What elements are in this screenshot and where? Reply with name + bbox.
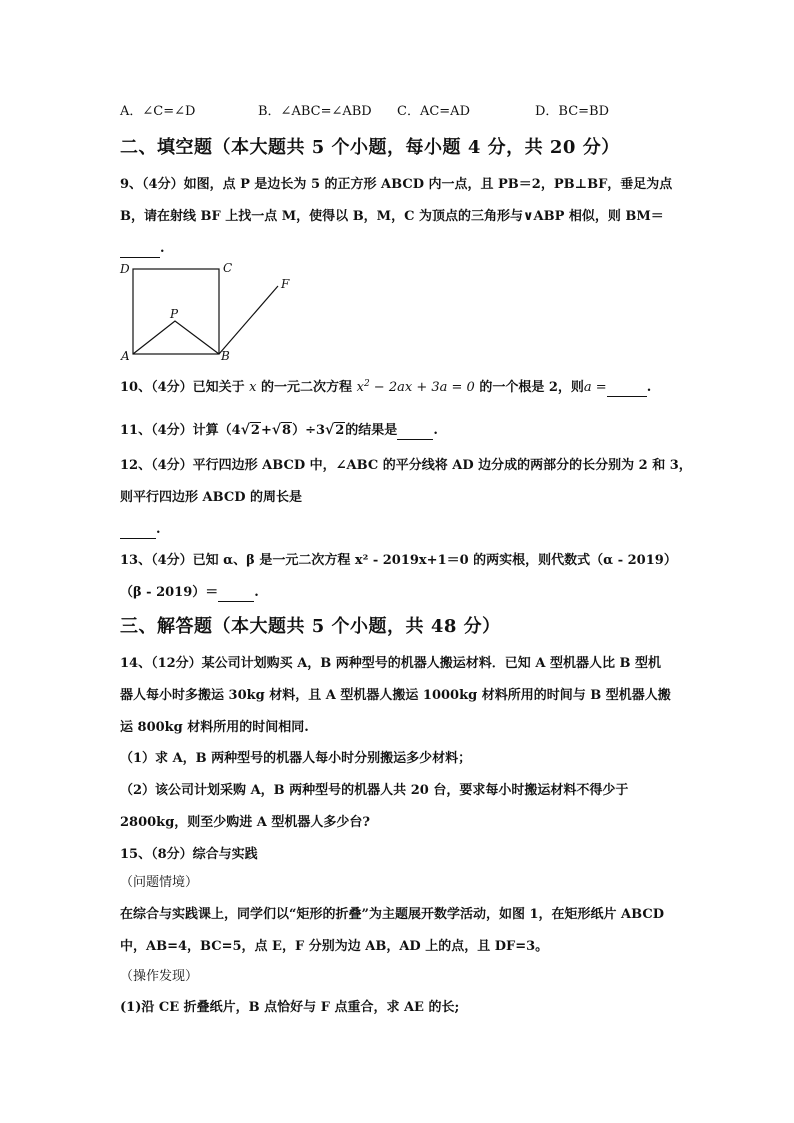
q12-line-1: 12、（4分）平行四边形 ABCD 中，∠ABC 的平分线将 AD 边分成的两部分的长分别为 2 和 3， [120,458,692,473]
q15-title: 15、（8分）综合与实践 [120,847,258,862]
q12-answer-blank [120,526,156,539]
q12-end: . [156,522,161,537]
q10-equation [357,380,475,395]
ray-bf [219,286,278,354]
q10-var-a: a = [583,380,607,395]
q10-suffix: 的一个根是 2，则 [479,380,584,395]
q9-line-1: 9、（4分）如图，点 P 是边长为 5 的正方形 ABCD 内一点，且 PB＝2，PB⊥BF，垂足为点 [120,177,673,192]
q11-mid: ）÷3 [292,423,326,438]
q10-eq-rest: − 2ax + 3a = 0 [369,380,475,395]
q15-part-1: (1)沿 CE 折叠纸片，B 点恰好与 F 点重合，求 AE 的长; [120,1000,460,1015]
q11-answer-blank [397,427,433,440]
section-2-title: 二、填空题（本大题共 5 个小题，每小题 4 分，共 20 分） [120,137,620,158]
q9-end: . [160,241,165,256]
q14-line-1: 14、（12分）某公司计划购买 A，B 两种型号的机器人搬运材料．已知 A 型机器人比 B 型机 [120,656,661,671]
q10-line [120,379,651,397]
q14-part-2-line-1: （2）该公司计划采购 A，B 两种型号的机器人共 20 台，要求每小时搬运材料不得少于 [120,783,629,798]
section-3-title: 三、解答题（本大题共 5 个小题，共 48 分） [120,616,501,637]
q13-answer-blank [218,589,254,602]
q9-line-2: B，请在射线 BF 上找一点 M，使得以 B，M，C 为顶点的三角形与∨ABP 相似，则 BM＝ [120,209,664,224]
q10-var-x: x [249,380,257,395]
q13-end: . [254,585,259,600]
q15-operation-label: （操作发现） [120,969,199,984]
sqrt-sign: √ [325,422,335,438]
option-d: D．BC=BD [535,104,610,119]
option-a: A．∠C=∠D [120,104,196,119]
q13-prefix: （β - 2019）＝ [120,585,219,600]
label-f: F [281,277,290,291]
q11-root-1: 2 [250,423,260,438]
q13-line-1: 13、（4分）已知 α、β 是一元二次方程 x² - 2019x+1＝0 的两实根，则代数式（α - 2019） [120,553,677,568]
q10-end: . [646,380,652,395]
q14-line-2: 器人每小时多搬运 30kg 材料，且 A 型机器人搬运 1000kg 材料所用的时间与 B 型机器人搬 [120,688,671,703]
q15-context-line-2: 中，AB=4，BC=5，点 E，F 分别为边 AB，AD 上的点，且 DF=3。 [120,939,549,954]
label-d: D [120,262,130,276]
q10-answer-blank [607,384,647,397]
q14-line-3: 运 800kg 材料所用的时间相同. [120,720,309,735]
q9-line-3 [120,240,165,258]
q10-eq-exp: 2 [363,379,370,389]
label-p: P [170,307,179,321]
option-b: B．∠ABC=∠ABD [258,104,372,119]
q12-line-2: 则平行四边形 ABCD 的周长是 [120,490,302,505]
q11-end: . [433,423,438,438]
q11-root-2: 8 [282,423,292,438]
q11-suffix: 的结果是 [345,423,398,438]
q14-part-1: （1）求 A，B 两种型号的机器人每小时分别搬运多少材料； [120,751,472,766]
q15-context-label: （问题情境） [120,875,199,890]
q11-root-3: 2 [335,423,345,438]
q10-prefix: 10、（4分）已知关于 [120,380,245,395]
q10-mid: 的一元二次方程 [261,380,353,395]
q9-answer-blank [120,245,160,258]
q12-line-3 [120,521,161,539]
q11-plus: + [260,423,272,438]
label-b: B [221,349,230,363]
q13-line-2 [120,584,259,602]
square-figure [112,258,302,366]
option-c: C．AC=AD [397,104,470,119]
q14-part-2-line-2: 2800kg，则至少购进 A 型机器人多少台? [120,815,371,830]
q11-line [120,421,438,440]
label-c: C [223,261,233,275]
q15-context-line-1: 在综合与实践课上，同学们以“矩形的折叠”为主题展开数学活动，如图 1，在矩形纸片 ABCD [120,907,664,922]
triangle-apb [133,321,219,354]
sqrt-sign: √ [240,422,250,438]
q10-eq-x: x [356,380,364,395]
q11-prefix: 11、（4分）计算（4 [120,423,241,438]
label-a: A [121,349,130,363]
sqrt-sign: √ [271,422,282,438]
